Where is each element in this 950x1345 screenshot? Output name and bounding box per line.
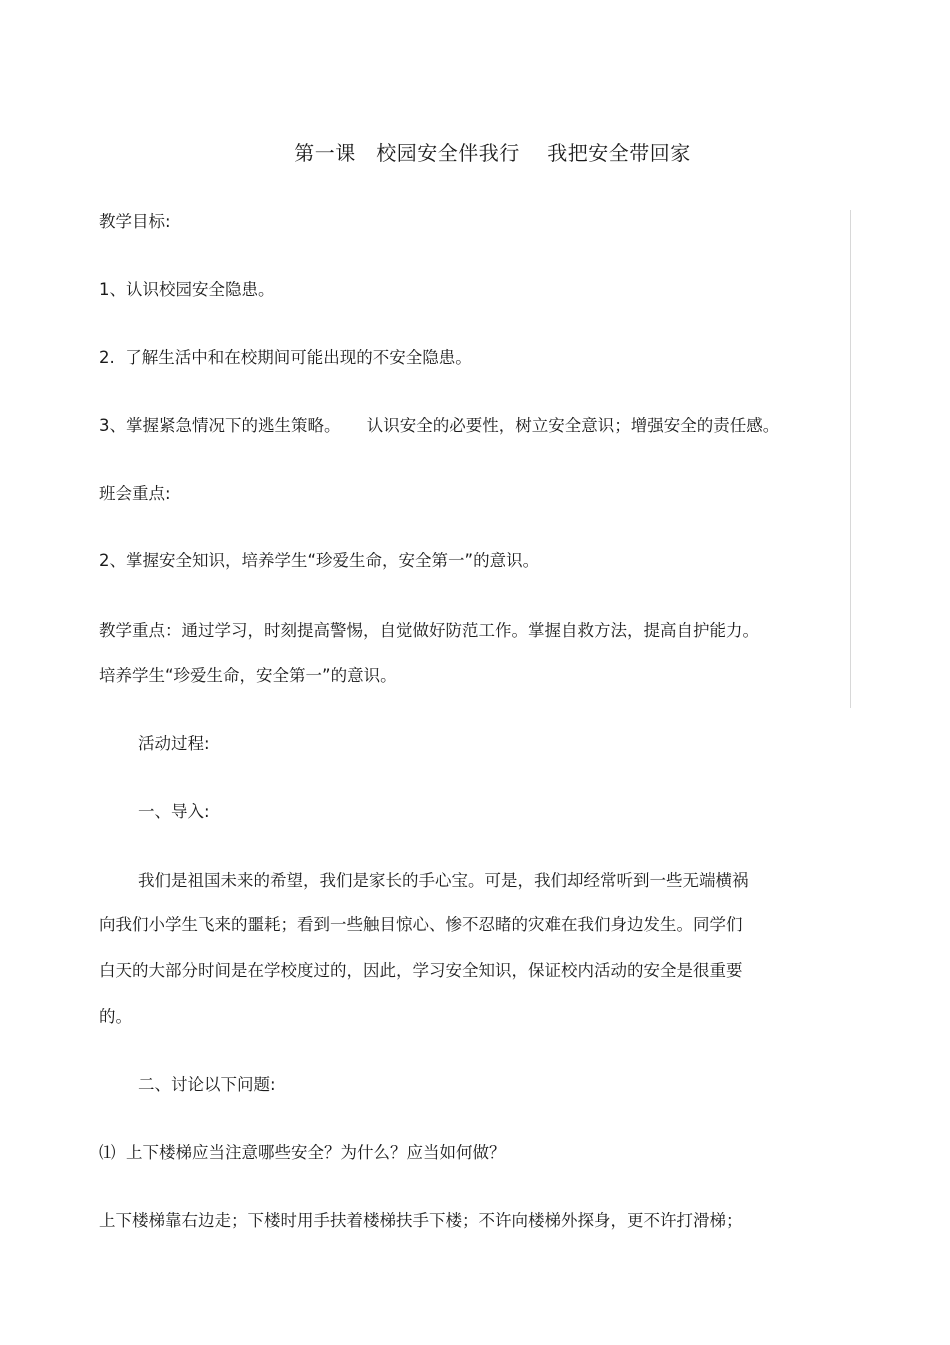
teaching-goals-heading: 教学目标: [99,212,171,231]
goal-item-1: 1、认识校园安全隐患。 [99,280,275,299]
intro-paragraph-line-4: 的。 [99,1007,132,1026]
intro-paragraph-line-3: 白天的大部分时间是在学校度过的，因此，学习安全知识，保证校内活动的安全是很重要 [99,961,743,980]
goal-item-3: 3、掌握紧急情况下的逃生策略。 认识安全的必要性，树立安全意识；增强安全的责任感。 [99,416,780,435]
class-focus-item-2: 2、掌握安全知识，培养学生“珍爱生命，安全第一”的意识。 [99,551,540,570]
question-1: ⑴ 上下楼梯应当注意哪些安全？为什么？应当如何做？ [99,1143,506,1162]
section-2-heading: 二、讨论以下问题: [138,1075,276,1094]
teaching-focus-line-2: 培养学生“珍爱生命，安全第一”的意识。 [99,666,397,685]
margin-rule [850,210,851,708]
teaching-focus-line-1: 教学重点：通过学习，时刻提高警惕，自觉做好防范工作。掌握自救方法，提高自护能力。 [99,621,759,640]
goal-item-2: 2. 了解生活中和在校期间可能出现的不安全隐患。 [99,348,472,367]
section-1-heading: 一、导入: [138,802,210,821]
activity-heading: 活动过程: [138,734,210,753]
answer-1: 上下楼梯靠右边走；下楼时用手扶着楼梯扶手下楼；不许向楼梯外探身，更不许打滑梯； [99,1211,743,1230]
intro-paragraph-line-2: 向我们小学生飞来的噩耗；看到一些触目惊心、惨不忍睹的灾难在我们身边发生。同学们 [99,915,743,934]
class-focus-heading: 班会重点: [99,484,171,503]
intro-paragraph-line-1: 我们是祖国未来的希望，我们是家长的手心宝。可是，我们却经常听到一些无端横祸 [138,871,749,890]
lesson-title: 第一课 校园安全伴我行 我把安全带回家 [294,141,691,165]
